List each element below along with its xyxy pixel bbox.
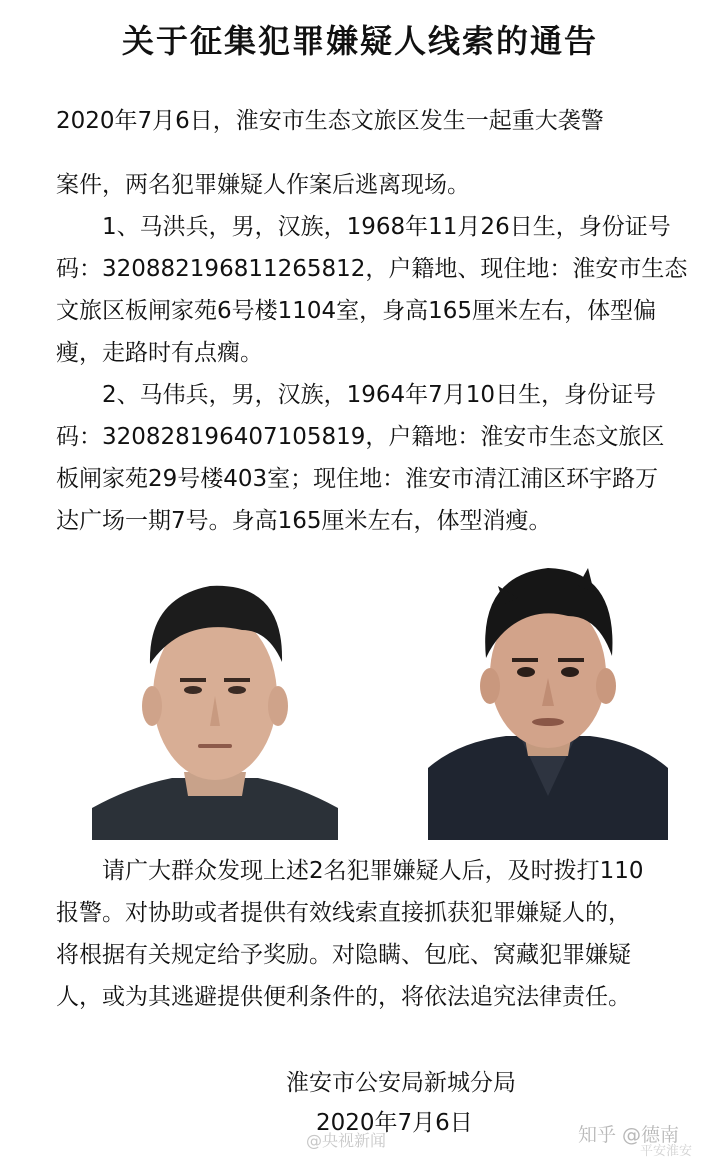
suspect-photo-left (92, 546, 338, 840)
weibo-watermark: @央视新闻 (306, 1131, 387, 1150)
suspect-2-line: 达广场一期7号。身高165厘米左右，体型消瘦。 (56, 508, 552, 534)
suspect-photo-right (428, 546, 668, 840)
zhihu-watermark: 知乎 @德南 (578, 1124, 680, 1146)
corner-watermark: 平安淮安 (640, 1144, 693, 1159)
suspect-1-line: 文旅区板闸家苑6号楼1104室，身高165厘米左右，体型偏 (56, 298, 657, 324)
suspect-2-line: 板闸家苑29号楼403室；现住地：淮安市清江浦区环宇路万 (56, 466, 659, 492)
appeal-line: 报警。对协助或者提供有效线索直接抓获犯罪嫌疑人的， (56, 900, 631, 926)
suspect-portrait-image (92, 546, 338, 840)
suspect-1-paragraph (56, 206, 688, 374)
appeal-line: 将根据有关规定给予奖励。对隐瞒、包庇、窝藏犯罪嫌疑 (56, 942, 631, 968)
suspect-portrait-image (428, 546, 668, 840)
suspect-2-paragraph (56, 374, 676, 542)
suspect-1-line: 码：320882196811265812，户籍地、现住地：淮安市生态 (56, 256, 688, 282)
intro-first-line: 2020年7月6日，淮安市生态文旅区发生一起重大袭警 (56, 108, 604, 134)
intro-second-line: 案件，两名犯罪嫌疑人作案后逃离现场。 (56, 172, 470, 198)
issue-date: 2020年7月6日 (316, 1110, 473, 1136)
notice-title: 关于征集犯罪嫌疑人线索的通告 (121, 22, 598, 60)
appeal-line: 请广大群众发现上述2名犯罪嫌疑人后，及时拨打110 (102, 858, 644, 884)
appeal-line: 人，或为其逃避提供便利条件的，将依法追究法律责任。 (56, 984, 631, 1010)
suspect-1-line: 瘦，走路时有点瘸。 (56, 340, 263, 366)
suspect-2-line: 2、马伟兵，男，汉族，1964年7月10日生，身份证号 (102, 382, 657, 408)
suspect-1-line: 1、马洪兵，男，汉族，1968年11月26日生，身份证号 (102, 214, 671, 240)
appeal-paragraph (56, 850, 644, 1018)
suspect-2-line: 码：320828196407105819，户籍地：淮安市生态文旅区 (56, 424, 665, 450)
issuing-authority: 淮安市公安局新城分局 (286, 1070, 516, 1096)
